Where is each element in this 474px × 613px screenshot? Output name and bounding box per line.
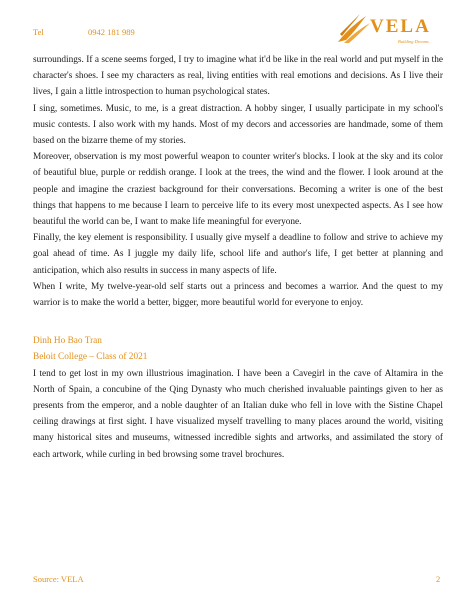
logo-tagline: Building Dreams xyxy=(398,39,429,44)
vela-logo xyxy=(336,12,444,46)
author-school: Beloit College – Class of 2021 xyxy=(33,352,148,363)
footer-source: Source: VELA xyxy=(33,574,84,584)
tel-number: 0942 181 989 xyxy=(88,27,135,37)
body-paragraph: I sing, sometimes. Music, to me, is a great distraction. A hobby singer, I usually participate in my school's music contests. I also work with my hands. Most of my decors and accessories are handmade, some of them based on the bizarre theme of my stories. xyxy=(33,103,443,147)
logo-name: VELA xyxy=(370,16,431,37)
section-spacer xyxy=(33,311,443,333)
author-name: Dinh Ho Bao Tran xyxy=(33,336,102,347)
tel-label: Tel xyxy=(33,27,44,37)
page-content xyxy=(33,52,443,463)
body-paragraph: When I write, My twelve-year-old self starts out a princess and becomes a warrior. And the quest to my warrior is to make the world a better, bigger, more beautiful world for everyone to enjoy. xyxy=(33,281,443,309)
body-paragraph: surroundings. If a scene seems forged, I try to imagine what it'd be like in the real world and put myself in the character's shoes. I see my characters as real, living entities with real emotions and decisions. As I live their lives, I gain a little introspection to human psychological states. xyxy=(33,55,443,98)
body-paragraph: Finally, the key element is responsibility. I usually give myself a deadline to follow and strive to achieve my goal ahead of time. As I juggle my daily life, school life and author's life, I get better at planning and anticipation, which also results in success in many aspects of life. xyxy=(33,233,443,276)
page-header xyxy=(0,0,474,60)
essay-paragraph: I tend to get lost in my own illustrious imagination. I have been a Cavegirl in the cave of Altamira in the North of Spain, a concubine of the Qing Dynasty who much cherished invaluable paintings given to her as presents from the emperor, and a noble daughter of an Italian duke who fell in love with the Sistine Chapel ceiling drawings at first sight. I have visualized myself travelling to many places around the world, visiting many historical sites and museums, witnessed incredible sights and artworks, and assimilated the story of each artwork, while curling in bed browsing some travel brochures. xyxy=(33,368,443,460)
vela-bird-wing-icon xyxy=(336,12,372,46)
page-number: 2 xyxy=(436,574,441,584)
body-paragraph: Moreover, observation is my most powerful weapon to counter writer's blocks. I look at the sky and its color of beautiful blue, purple or reddish orange. I look at the trees, the wind and the flower. I look around at the people and imagine the craziest background for their conversations. Becoming a writer is one of the best things that happens to me because I learn to perceive life to its every most unexpected aspects. As I see how beautiful the world can be, I want to make life meaningful for everyone. xyxy=(33,152,443,228)
